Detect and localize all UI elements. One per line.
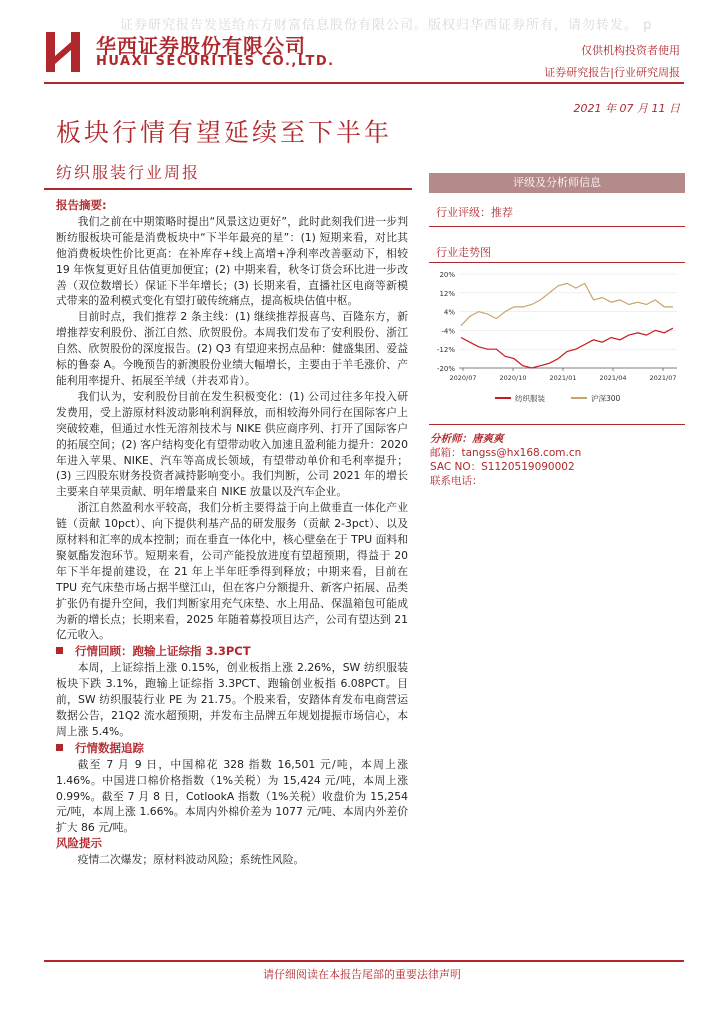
industry-trend-chart — [429, 266, 685, 422]
market-data-paragraph: 截至 7 月 9 日，中国棉花 328 指数 16,501 元/吨，本周上涨 1.46%。中国进口棉价格指数（1%关税）为 15,424 元/吨，本周上涨 0.99%。截至 7 月 8 日，CotlookA 指数（1%关税）收盘价为 15,254 元/吨，本周上涨 1.66%。本周内外棉价差为 1077 元/吨、本周内外差价扩大 86 元/吨。 — [56, 757, 408, 835]
market-data-heading — [56, 741, 408, 757]
y-tick-label: -12% — [436, 346, 455, 355]
x-tick-label: 2020/10 — [499, 374, 527, 382]
market-review-heading-text: 行情回顾：跑输上证综指 3.3PCT — [75, 644, 251, 659]
company-name-cn: 华西证券股份有限公司 — [96, 34, 306, 58]
y-tick-label: -4% — [441, 327, 455, 336]
series-line — [461, 328, 673, 368]
report-title: 板块行情有望延续至下半年 — [56, 118, 393, 147]
watermark: 证券研究报告发送给东方财富信息股份有限公司。版权归华西证券所有，请勿转发。 p — [120, 18, 653, 33]
market-review-paragraph: 本周，上证综指上涨 0.15%，创业板指上涨 2.26%，SW 纺织服装板块下跌 3.1%，跑输上证综指 3.3PCT、跑输创业板指 6.08PCT。目前，SW 纺织服装行业 PE 为 21.75。个股来看，安踏体育发布电商营运数据公告，21Q2 流水超预期，并发布主品牌五年规划提振市场信心，本周上涨 5.4%。 — [56, 661, 408, 738]
trend-chart-title: 行业走势图 — [436, 246, 491, 259]
analyst-line — [430, 432, 581, 446]
y-tick-label: 4% — [443, 308, 455, 317]
subtitle-divider — [44, 188, 412, 190]
report-date: 2021 年 07 月 11 日 — [573, 102, 680, 115]
side-divider — [429, 226, 685, 227]
side-divider — [429, 424, 685, 425]
x-tick-label: 2021/04 — [599, 374, 627, 382]
y-tick-label: 12% — [439, 289, 455, 298]
analyst-sac: SAC NO：S1120519090002 — [430, 461, 575, 473]
y-tick-label: -20% — [436, 365, 455, 373]
summary-paragraph: 目前时点，我们推荐 2 条主线：(1) 继续推荐报喜鸟、百隆东方，新增推荐安利股份、浙江自然、欣贺股份。本周我们发布了安利股份、浙江自然、欣贺股份的深度报告。(2) Q3 有望迎来拐点品种：健盛集团、爱益标的鲁泰 A。今晚预告的新澳股份业绩大幅增长，主要由于羊毛涨价、产能利用率提升、拓展至羊绒（并表邓肯）。 — [56, 310, 408, 387]
legend-label: 纺织服装 — [515, 394, 545, 403]
series-line — [461, 283, 673, 325]
bullet-square-icon — [56, 744, 63, 751]
x-tick-label: 2020/07 — [449, 374, 477, 382]
industry-rating: 行业评级：推荐 — [436, 206, 513, 219]
main-text-column — [56, 198, 408, 868]
report-type: 证券研究报告|行业研究周报 — [544, 66, 680, 79]
bullet-square-icon — [56, 647, 63, 654]
market-data-heading-text: 行情数据追踪 — [75, 740, 144, 755]
footer-divider — [44, 960, 684, 962]
y-tick-label: 20% — [439, 271, 455, 279]
summary-paragraph: 我们之前在中期策略时提出“风景这边更好”，此时此刻我们进一步判断纺服板块可能是消费板块中“下半年最亮的星”：(1) 短期来看，对比其他消费板块性价比更高：在补库存+线上高增+净利率改善驱动下，相较 19 年恢复更好且估值更加便宜；(2) 中期来看，秋冬订货会环比进一步改善（双位数增长）保证下半年增长；(3) 长期来看，直播社区电商等新模式带来的盈利模式变化有望打破传统痛点，提高板块估值中枢。 — [56, 214, 408, 308]
risk-heading: 风险提示 — [56, 836, 102, 851]
legend-label: 沪深300 — [591, 394, 621, 403]
rating-banner: 评级及分析师信息 — [429, 173, 685, 193]
risk-paragraph: 疫情二次爆发；原材料波动风险；系统性风险。 — [77, 853, 305, 867]
company-name-en: HUAXI SECURITIES CO.,LTD. — [96, 54, 335, 69]
x-tick-label: 2021/01 — [549, 374, 577, 382]
analyst-email: 邮箱：tangss@hx168.com.cn — [430, 447, 582, 459]
analyst-phone: 联系电话： — [430, 475, 483, 487]
legal-notice: 请仔细阅读在本报告尾部的重要法律声明 — [263, 968, 461, 981]
x-tick-label: 2021/07 — [649, 374, 677, 382]
summary-paragraph: 我们认为，安利股份目前在发生积极变化：(1) 公司过往多年投入研发费用，受上游原材料波动影响利润释放，而相较海外同行在国际客户上突破较难，但通过水性无溶剂技术与 NIKE 供应商序列、打开了国际客户的拓展空间；(2) 客户结构变化有望带动收入加速且盈利能力提升：2020 年进入苹果、NIKE、汽车等高成长领域，有望带动单价和毛利率提升；(3) 三四股东财务投资者减持影响变小。我们判断，公司 2021 年的增长主要来自苹果贡献、明年增量来自 NIKE 放量以及汽车企业。 — [56, 389, 408, 499]
analyst-info — [430, 432, 581, 488]
summary-heading: 报告摘要: — [56, 198, 107, 212]
analyst-label: 分析师： — [430, 433, 472, 445]
company-logo — [46, 32, 80, 72]
header-divider — [44, 82, 684, 84]
side-divider — [429, 262, 685, 263]
report-subtitle: 纺织服装行业周报 — [56, 163, 201, 182]
analyst-name: 唐爽爽 — [472, 433, 504, 445]
audience-note: 仅供机构投资者使用 — [581, 44, 680, 57]
market-review-heading — [56, 644, 408, 660]
summary-paragraph: 浙江自然盈利水平较高，我们分析主要得益于向上做垂直一体化产业链（贡献 10pct）、向下提供利基产品的研发服务（贡献 2-3pct）、以及原材料和汇率的成本控制；而在垂直一体化中，核心壁垒在于 TPU 面料和聚氨酯发泡环节。短期来看，公司产能投放进度有望超预期，得益于 20 年下半年提前建设，在 21 年上半年旺季得到释放；中期来看，目前在 TPU 充气床垫市场占据半壁江山，但在客户分额提升、新客户拓展、品类扩张仍有提升空间，我们判断家用充气床垫、水上用品、保温箱包可能成为新的增长点；长期来看，2025 年随着募投项目达产，公司有望达到 21 亿元收入。 — [56, 501, 408, 642]
